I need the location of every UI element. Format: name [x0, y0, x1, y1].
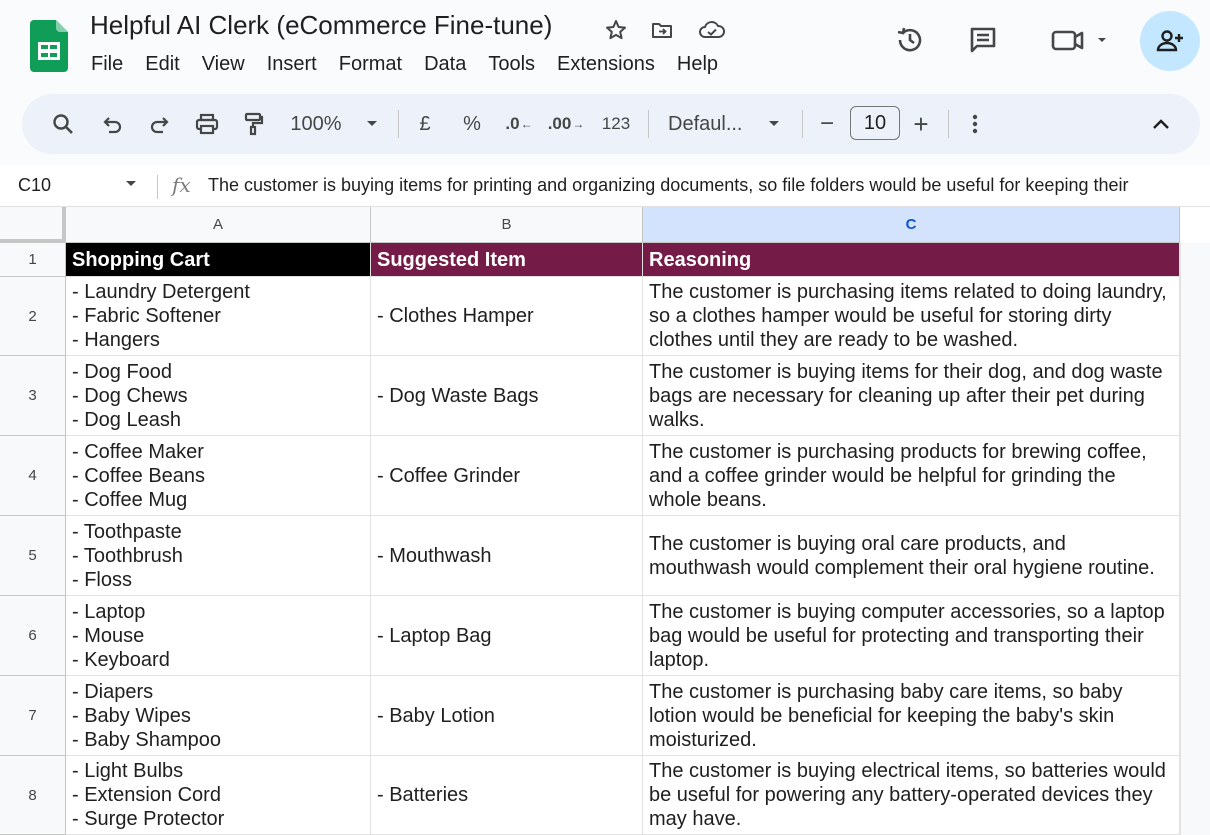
cell-b2[interactable] [371, 277, 643, 356]
cell-text: The customer is buying oral care products, and mouthwash would complement their oral hygiene routine. [649, 532, 1155, 579]
cell-text: - Light Bulbs - Extension Cord - Surge Protector [72, 760, 225, 830]
cell-text: The customer is buying electrical items, so batteries would be useful for powering any battery-operated devices they may have. [649, 760, 1166, 830]
cell-b1[interactable] [371, 243, 643, 277]
version-history-icon[interactable] [890, 20, 930, 60]
share-icon [1155, 26, 1185, 56]
cell-c1[interactable] [643, 243, 1180, 277]
cell-a6[interactable] [66, 596, 371, 676]
search-menus-icon[interactable] [46, 104, 80, 144]
cell-b5[interactable] [371, 516, 643, 596]
cell-b8[interactable] [371, 756, 643, 835]
decrease-font-size-button[interactable]: − [819, 110, 834, 137]
cell-a3[interactable] [66, 356, 371, 436]
cell-c3[interactable] [643, 356, 1180, 436]
cell-c6[interactable] [643, 596, 1180, 676]
cell-b7[interactable] [371, 676, 643, 756]
cell-text: The customer is purchasing baby care items, so baby lotion would be beneficial for keeping the baby's skin moisturized. [649, 680, 1123, 751]
cell-text: Reasoning [649, 248, 752, 271]
cell-a2[interactable] [66, 277, 371, 356]
more-options-icon[interactable] [962, 104, 988, 144]
fx-icon: fx [172, 173, 191, 197]
hide-menus-chevron-up-icon[interactable] [1146, 104, 1176, 144]
zoom-dropdown-icon[interactable] [360, 104, 384, 144]
cell-c8[interactable] [643, 756, 1180, 835]
increase-font-size-button[interactable]: + [913, 108, 929, 139]
cell-text: - Clothes Hamper [377, 305, 534, 327]
font-dropdown-icon[interactable] [762, 104, 786, 144]
vertical-scrollbar[interactable] [1180, 243, 1210, 835]
menu-help[interactable]: Help [676, 53, 719, 75]
cell-text: Shopping Cart [72, 248, 210, 271]
menu-view[interactable]: View [201, 53, 245, 75]
menu-bar [80, 50, 729, 78]
toolbar-separator [802, 110, 803, 138]
row-header[interactable]: 4 [0, 436, 66, 516]
print-icon[interactable] [190, 104, 224, 144]
row-header[interactable]: 2 [0, 277, 66, 356]
undo-icon[interactable] [96, 104, 130, 144]
cell-c4[interactable] [643, 436, 1180, 516]
cell-b6[interactable] [371, 596, 643, 676]
formula-bar [0, 165, 1210, 207]
cloud-status-icon[interactable] [698, 16, 726, 44]
menu-edit[interactable]: Edit [145, 53, 180, 75]
menu-file[interactable]: File [91, 53, 124, 75]
name-box[interactable]: C10 [18, 175, 52, 195]
column-header-b[interactable]: B [371, 207, 643, 243]
toolbar-separator [948, 110, 949, 138]
comments-icon[interactable] [963, 20, 1003, 60]
cell-text: - Laptop - Mouse - Keyboard [72, 600, 170, 671]
formula-input[interactable]: The customer is buying items for printing and organizing documents, so file folders would be useful for keeping their [208, 175, 1129, 195]
cell-text: - Coffee Grinder [377, 464, 521, 487]
menu-extensions[interactable]: Extensions [557, 53, 655, 75]
meet-icon[interactable] [1045, 20, 1113, 60]
cell-a8[interactable] [66, 756, 371, 835]
toolbar [22, 94, 1200, 154]
percent-format-button[interactable]: % [463, 112, 481, 135]
cell-text: - Batteries [377, 784, 469, 806]
cell-c2[interactable] [643, 277, 1180, 356]
cell-text: The customer is buying items for their dog, and dog waste bags are necessary for cleaning up after their pet during walks. [649, 360, 1163, 431]
top-bar [0, 0, 1210, 90]
cell-a1[interactable] [66, 243, 371, 277]
cell-c7[interactable] [643, 676, 1180, 756]
row-header[interactable]: 8 [0, 756, 66, 835]
row-header[interactable]: 7 [0, 676, 66, 756]
currency-format-button[interactable]: £ [419, 112, 431, 135]
cell-text: Suggested Item [377, 248, 526, 271]
spreadsheet-grid [0, 207, 1210, 835]
menu-format[interactable]: Format [338, 53, 403, 75]
font-size-input[interactable]: 10 [850, 106, 900, 140]
cell-a4[interactable] [66, 436, 371, 516]
decrease-decimal-button[interactable] [502, 104, 536, 144]
menu-tools[interactable]: Tools [488, 53, 536, 75]
row-header[interactable]: 3 [0, 356, 66, 436]
row-header[interactable]: 6 [0, 596, 66, 676]
increase-decimal-button[interactable] [548, 104, 584, 144]
cell-text: The customer is purchasing products for brewing coffee, and a coffee grinder would be helpful for grinding the whole beans. [649, 440, 1147, 511]
cell-b4[interactable] [371, 436, 643, 516]
cell-text: - Diapers - Baby Wipes - Baby Shampoo [72, 680, 221, 751]
increase-decimal-label: .00 [547, 114, 572, 133]
cell-text: The customer is purchasing items related to doing laundry, so a clothes hamper would be useful for storing dirty clothes until they are ready to be washed. [649, 281, 1167, 351]
cell-text: - Laundry Detergent - Fabric Softener - Hangers [72, 281, 250, 351]
column-header-c[interactable]: C [643, 207, 1180, 243]
cell-text: - Coffee Maker - Coffee Beans - Coffee Mug [72, 440, 206, 511]
menu-insert[interactable]: Insert [266, 53, 317, 75]
number-format-button[interactable]: 123 [601, 114, 631, 133]
cell-a7[interactable] [66, 676, 371, 756]
cell-text: - Baby Lotion [377, 704, 495, 727]
cell-b3[interactable] [371, 356, 643, 436]
arrow-right-icon: → [572, 117, 585, 131]
cell-c5[interactable] [643, 516, 1180, 596]
row-header[interactable]: 1 [0, 243, 66, 277]
zoom-select[interactable]: 100% [290, 112, 342, 135]
cell-text: The customer is buying computer accessories, so a laptop bag would be useful for protecting and transporting their laptop. [649, 600, 1165, 671]
cell-text: - Dog Food - Dog Chews - Dog Leash [72, 360, 188, 431]
toolbar-separator [398, 110, 399, 138]
cell-text: - Laptop Bag [377, 624, 492, 647]
decrease-decimal-label: .0 [505, 114, 520, 133]
arrow-left-icon: ← [520, 117, 533, 131]
move-to-folder-icon[interactable] [648, 16, 676, 44]
redo-icon[interactable] [142, 104, 176, 144]
cell-a5[interactable] [66, 516, 371, 596]
font-select[interactable]: Defaul... [668, 112, 743, 135]
column-header-a[interactable]: A [66, 207, 371, 243]
document-title[interactable]: Helpful AI Clerk (eCommerce Fine-tune) [90, 10, 553, 40]
toolbar-separator [648, 110, 649, 138]
paint-format-icon[interactable] [236, 104, 270, 144]
menu-data[interactable]: Data [424, 53, 467, 75]
formula-bar-separator [157, 175, 158, 199]
share-button[interactable] [1140, 11, 1200, 71]
cell-text: - Toothpaste - Toothbrush - Floss [72, 520, 183, 591]
cell-text: - Mouthwash [377, 544, 492, 567]
star-icon[interactable] [602, 16, 630, 44]
name-box-dropdown-icon[interactable] [124, 179, 138, 189]
row-header[interactable]: 5 [0, 516, 66, 596]
sheets-logo-icon[interactable] [30, 20, 68, 72]
select-all-corner[interactable] [0, 207, 66, 243]
cell-text: - Dog Waste Bags [377, 384, 539, 407]
